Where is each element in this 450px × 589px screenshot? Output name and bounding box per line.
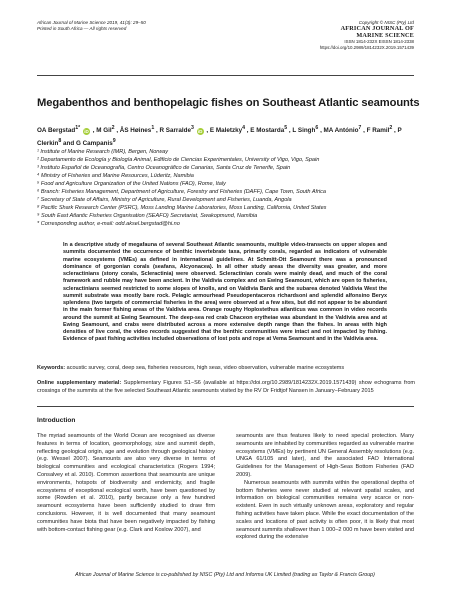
keywords [37,365,415,373]
keywords-label: Keywords: [37,365,66,371]
author-affil-sup: 1* [75,125,81,131]
author-affil-sup: 9 [112,138,116,145]
intro-paragraph: Numerous seamounts with summits within the operational depths of bottom fisheries were never studied at relevant spatial scales, and information on biological communities remains very scarce or non-existent. Even in such virtually unknown areas, exploratory and regular fishing activities have taken place. While the exact documentation of the scales and locations of past activity is often poor, it is likely that most seamount summits shallower than 1 000–2 000 m have been visited and explored during the extensive [236,479,414,541]
keywords-text: acoustic survey, coral, deep sea, fisheries resources, high seas, video observation, vulnerable marine ecosystems [65,365,345,371]
intro-paragraph: seamounts are thus features likely to need special protection. Many seamounts are inhabited by communities regarded as vulnerable marine ecosystems (VMEs) by pertinent UN General Assembly resolutions (e.g. UNGA 61/105 and later), and the associated FAO International Guidelines for the Management of High-Seas Bottom Fisheries (FAO 2009). [236,433,414,478]
affiliation-item: ⁵ Food and Agriculture Organization of the United Nations (FAO), Rome, Italy [37,181,226,188]
affiliation-item: ⁸ Pacific Shark Research Center (PSRC), Moss Landing Marine Laboratories, Moss Landing, California, United States [37,205,327,212]
author-name: , M Gil [92,127,112,135]
orcid-icon[interactable]: iD [197,129,203,135]
doi-link[interactable]: https://doi.org/10.2989/1814232X.2019.1571439 [319,44,414,50]
author-affil-sup: 6 [315,125,319,131]
header-left [37,20,146,32]
author-affil-sup: 8 [58,138,62,145]
author-name: , MA António [320,127,359,135]
journal-name-line1: AFRICAN JOURNAL OF [340,25,414,32]
author-name: and G Campanis [63,140,113,148]
orcid-icon[interactable]: iD [84,129,89,135]
intro-paragraph: The myriad seamounts of the World Ocean are recognised as diverse features in terms of location, geomorphology, size and summit depth, reflecting geological origin, age and evolution through geological history (e.g. Wessel 2007). Seamounts are also very diverse in terms of biological communities and ecological characteristics (Rogers 1994; Consalvey et al. 2010). Common assertions that seamounts are unique environments, hotspots of biodiversity and endemicity, and fragile ecosystems of exceptional ecological worth, have been questioned by some (Rowden et al. 2010), partly because only a few hundred seamount ecosystems have been sufficiently studied to draw firm conclusions. However, it is well documented that many seamount communities have biota that have been negatively impacted by fishing with bottom-contact fishing gear (e.g. Clark and Koslow 2007), and [37,433,215,533]
affiliation-item: ² Departamento de Ecología y Biología Animal, Edificio de Ciencias Experimentales, University of Vigo, Vigo, Spain [37,157,320,164]
author-affil-sup: 4 [242,125,246,131]
affiliation-item: ⁷ Secretary of State of Affairs, Ministry of Agriculture, Rural Development and Fisheries, Luanda, Angola [37,197,292,204]
author-affil-sup: 2 [111,125,115,131]
issn-line: ISSN 1814-232X EISSN 1814-2338 [344,39,414,45]
author-name: , P Clerkin [37,127,402,148]
author-name: , E Maletzky [206,127,243,135]
author-affil-sup: 2 [389,125,393,131]
author-name: , R Sarralde [155,127,191,135]
body-column-left [37,433,215,534]
journal-name-line2: MARINE SCIENCE [356,31,414,39]
header-right [320,20,414,50]
author-affil-sup: 1 [151,125,155,131]
journal-citation: African Journal of Marine Science 2019, 41(3): 29–50 [37,20,146,25]
author-affil-sup: 5 [284,125,288,131]
author-name: , F Ramil [363,127,390,135]
printed-line: Printed in South Africa — All rights reserved [37,26,127,31]
author-affil-sup: 7 [358,125,362,131]
affiliation-item: ¹ Institute of Marine Research (IMR), Bergen, Norway [37,149,169,155]
author-name: , L Singh [288,127,316,135]
author-affil-sup: 3 [190,125,194,131]
supplementary-material [37,380,415,395]
intro-heading: Introduction [37,417,76,424]
affiliation-list [37,148,417,228]
header-rule [37,75,414,76]
abstract: In a descriptive study of megafauna of several Southeast Atlantic seamounts, multiple video-transects on upper slopes and summits documented the occurrence of benthic invertebrate taxa, primarily corals, regarded as indicators of vulnerable marine ecosystems (VMEs) as defined in international guidelines. At Schmitt-Ott Seamount there was a pronounced dominance of gorgonian corals (seafans, Alcyonacea). In all other study areas the diversity was greater, and more scleractinians (stony corals, Scleractinia) were observed. Scleractinian corals were mainly dead, and much of the coral framework and rubble may have been ancient. In the Valdivia complex and on Ewing Seamount, which are open to fisheries, scleractinians seemed restricted to some slopes of knolls, and on Valdivia Bank and the subarea denoted Valdivia West the summit substrate was mostly bare rock. Pelagic armourhead Pseudopentaceros richardsoni and splendid alfonsino Beryx splendens (two targets of commercial fisheries in the area) were observed at a few sites, but did not appear to be abundant in the main former fishing areas of the Valdivia area. Orange roughy Hoplostethus atlanticus was common in video records around the summit at Ewing Seamount. The deep-sea red crab Chaceon erytheiae was abundant in the Valdivia area and at Ewing Seamount, and crabs were distributed across a more extensive depth range than the fishes. In areas with high densities of live coral, the video records suggested that the benthic communities were intact and not impacted by fishing. Evidence of past fishing activities included observations of lost pots and rope at Vema Seamount and in the Valdivia area. [63,242,387,343]
page-footer: African Journal of Marine Science is co-published by NISC (Pty) Ltd and Informa UK Limited (trading as Taylor & Francis Group) [75,572,375,578]
supplementary-text: Supplementary Figures S1−S6 (available at https://doi.org/10.2989/1814232X.2019.1571439) show echograms from crossings of the summits at the five selected Southeast Atlantic seamounts visited by the RV Dr Fridtjof Nansen in January−February 2015 [37,380,415,394]
copyright-line: Copyright © NISC (Pty) Ltd [358,20,414,25]
affiliation-item: ⁴ Ministry of Fisheries and Marine Resources, Lüderitz, Namibia [37,173,194,180]
author-name: OA Bergstad [37,127,76,135]
author-name: , ÅS Høines [116,127,152,135]
article-title: Megabenthos and benthopelagic fishes on Southeast Atlantic seamounts [37,97,420,109]
body-column-right [236,433,414,542]
affiliation-item: ³ Instituto Español de Oceanografía, Centro Oceanográfico de Canarias, Santa Cruz de Tenerife, Spain [37,165,291,172]
corresponding-author: * Corresponding author, e-mail: odd.aksel.bergstad@hi.no [37,221,180,228]
author-list [37,123,417,149]
affiliation-item: ⁹ South East Atlantic Fisheries Organisation (SEAFO) Secretariat, Swakopmund, Namibia [37,213,258,220]
supplementary-label: Online supplementary material: [37,380,122,386]
affiliation-item: ⁶ Branch: Fisheries Management, Department of Agriculture, Forestry and Fisheries (DAFF), Cape Town, South Africa [37,189,327,196]
author-name: , E Mostarda [246,127,285,135]
section-rule [37,406,414,407]
